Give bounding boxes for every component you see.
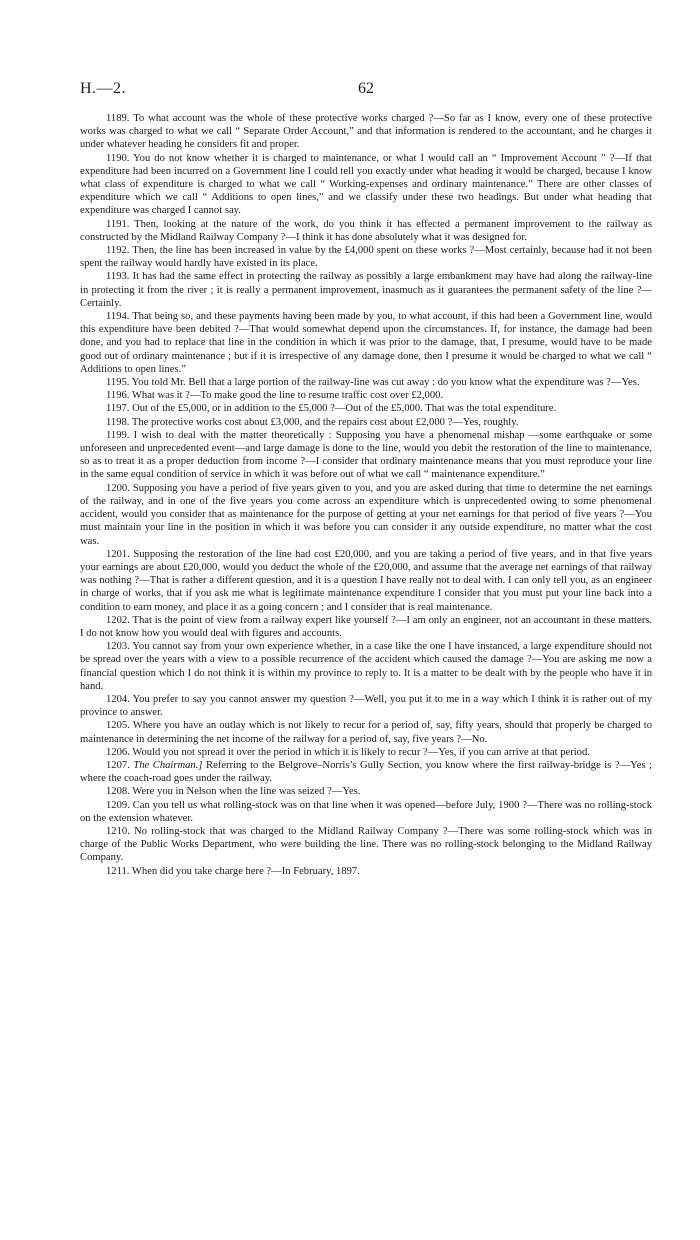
question-1203: 1203. You cannot say from your own experience whether, in a case like the one I have instanced, a large expenditure should not be spread over the years with a view to a possible recurrence of the accident which caused the damage ?—You are asking me now a financial question which I do not think it is within my province to reply to. It is a matter to be dealt with by the people who have it in hand. (80, 641, 652, 692)
question-1206: 1206. Would you not spread it over the period in which it is likely to recur ?—Yes, if you can arrive at that period. (106, 746, 590, 758)
question-1199: 1199. I wish to deal with the matter theoretically : Supposing you have a phenomenal mishap —some earthquake or some unforeseen and unprecedented event—and large damage is done to the line, would you debit the restoration of the line to maintenance, so as to treat it as a proper deduction from income ?—I consider that ordinary maintenance means that you must reproduce your line in the same equal condition of service in which it was before out of what we call “ maintenance expenditure.” (80, 429, 652, 481)
question-1205: 1205. Where you have an outlay which is not likely to recur for a period of, say, fifty years, should that properly be charged to maintenance in determining the net income of the railway for a period of, say, five years ?—No. (80, 720, 652, 745)
question-1211: 1211. When did you take charge here ?—In February, 1897. (106, 865, 360, 877)
question-1189: 1189. To what account was the whole of these protective works charged ?—So far as I know, every one of these protective works was charged to what we call “ Separate Order Account,” and that information is rendered to the accountant, and he charges it under whatever heading he considers fit and proper. (80, 113, 652, 151)
question-1197: 1197. Out of the £5,000, or in addition to the £5,000 ?—Out of the £5,000. That was the total expenditure. (106, 403, 557, 415)
question-number: 1207. (106, 759, 130, 771)
question-1195: 1195. You told Mr. Bell that a large portion of the railway-line was cut away : do you know what the expenditure was ?—Yes. (106, 377, 640, 389)
question-1210: 1210. No rolling-stock that was charged to the Midland Railway Company ?—There was some rolling-stock which was in charge of the Public Works Department, who were building the line. There was no rolling-stock belonging to the Midland Railway Company. (80, 825, 652, 864)
question-text: Referring to the Belgrove–Norris’s Gully Section, you know where the first railway-bridge is ?—Yes ; where the coach-road goes under the railway. (80, 759, 653, 785)
question-1201: 1201. Supposing the restoration of the line had cost £20,000, and you are taking a period of five years, and in that five years your earnings are about £20,000, would you deduct the whole of the £20,000, and assume that the average net earnings of that railway was nothing ?—That is rather a different question, and it is a question I have really not to deal with. I can only tell you, as an engineer in charge of works, that if you ask me what is legitimate maintenance expenditure I consider that you must put your line back into a condition to earn money, and place it as a going concern ; and I consider that is real maintenance. (80, 548, 652, 613)
page-number: 62 (358, 80, 374, 97)
question-1198: 1198. The protective works cost about £3,000, and the repairs cost about £2,000 ?—Yes, roughly. (106, 416, 519, 428)
question-1208: 1208. Were you in Nelson when the line was seized ?—Yes. (106, 786, 361, 798)
question-1209: 1209. Can you tell us what rolling-stock was on that line when it was opened—before July, 1900 ?—There was no rolling-stock on the extension whatever. (80, 799, 652, 824)
page-header (80, 80, 652, 102)
question-1194: 1194. That being so, and these payments having been made by you, to what account, if this had been a Government line, would this expenditure have been debited ?—That would somewhat depend upon the circumstances. If, for instance, the damage had been done, and you had to replace that line in the condition in which it was prior to the damage, that, I presume, would have to be made good out of ordinary maintenance ; but if it is irrespective of any damage done, then I presume it would be charged to what we call “ Additions to open lines.” (80, 311, 652, 375)
document-reference: H.—2. (80, 80, 127, 97)
question-1191: 1191. Then, looking at the nature of the work, do you think it has effected a permanent improvement to the railway as constructed by the Midland Railway Company ?—I think it has done absolutely what it was designed for. (80, 218, 652, 243)
speaker-name: The Chairman.] (133, 759, 203, 771)
question-1192: 1192. Then, the line has been increased in value by the £4,000 spent on these works ?—Most certainly, because had it not been spent the railway would hardly have existed in its place. (80, 245, 652, 270)
question-1193: 1193. It has had the same effect in protecting the railway as possibly a large embankment may have had along the railway-line in protecting it from the river ; it is really a permanent improvement, inasmuch as it guarantees the permanent safety of the line ?—Certainly. (80, 271, 652, 309)
question-1204: 1204. You prefer to say you cannot answer my question ?—Well, you put it to me in a way which I think it is rather out of my province to answer. (80, 693, 652, 719)
question-1200: 1200. Supposing you have a period of five years given to you, and you are asked during that time to determine the net earnings of the railway, and in one of the five years you come across an expenditure which is unprecedented owing to some phenomenal accident, would you consider that as maintenance for the purpose of getting at your net earnings for that period of five years ?—You must maintain your line in the position in which it was before you can consider it any outside expenditure, no matter what the cost was. (80, 482, 652, 547)
question-1207 (80, 759, 652, 785)
question-1190: 1190. You do not know whether it is charged to maintenance, or what I would call an “ Improvement Account ” ?—If that expenditure had been incurred on a Government line I could tell you exactly under what heading it would be charged, because I know what class of expenditure is charged to what we call “ Working-expenses and ordinary maintenance.” There are other classes of expenditure which we call “ Additions to open lines,” and we classify under these two headings. But under what heading that expenditure was charged I cannot say. (80, 152, 652, 217)
question-1196: 1196. What was it ?—To make good the line to resume traffic cost over £2,000. (106, 390, 444, 402)
question-1202: 1202. That is the point of view from a railway expert like yourself ?—I am only an engineer, not an accountant in these matters. I do not know how you would deal with figures and accounts. (80, 614, 652, 639)
evidence-transcript (80, 112, 652, 878)
